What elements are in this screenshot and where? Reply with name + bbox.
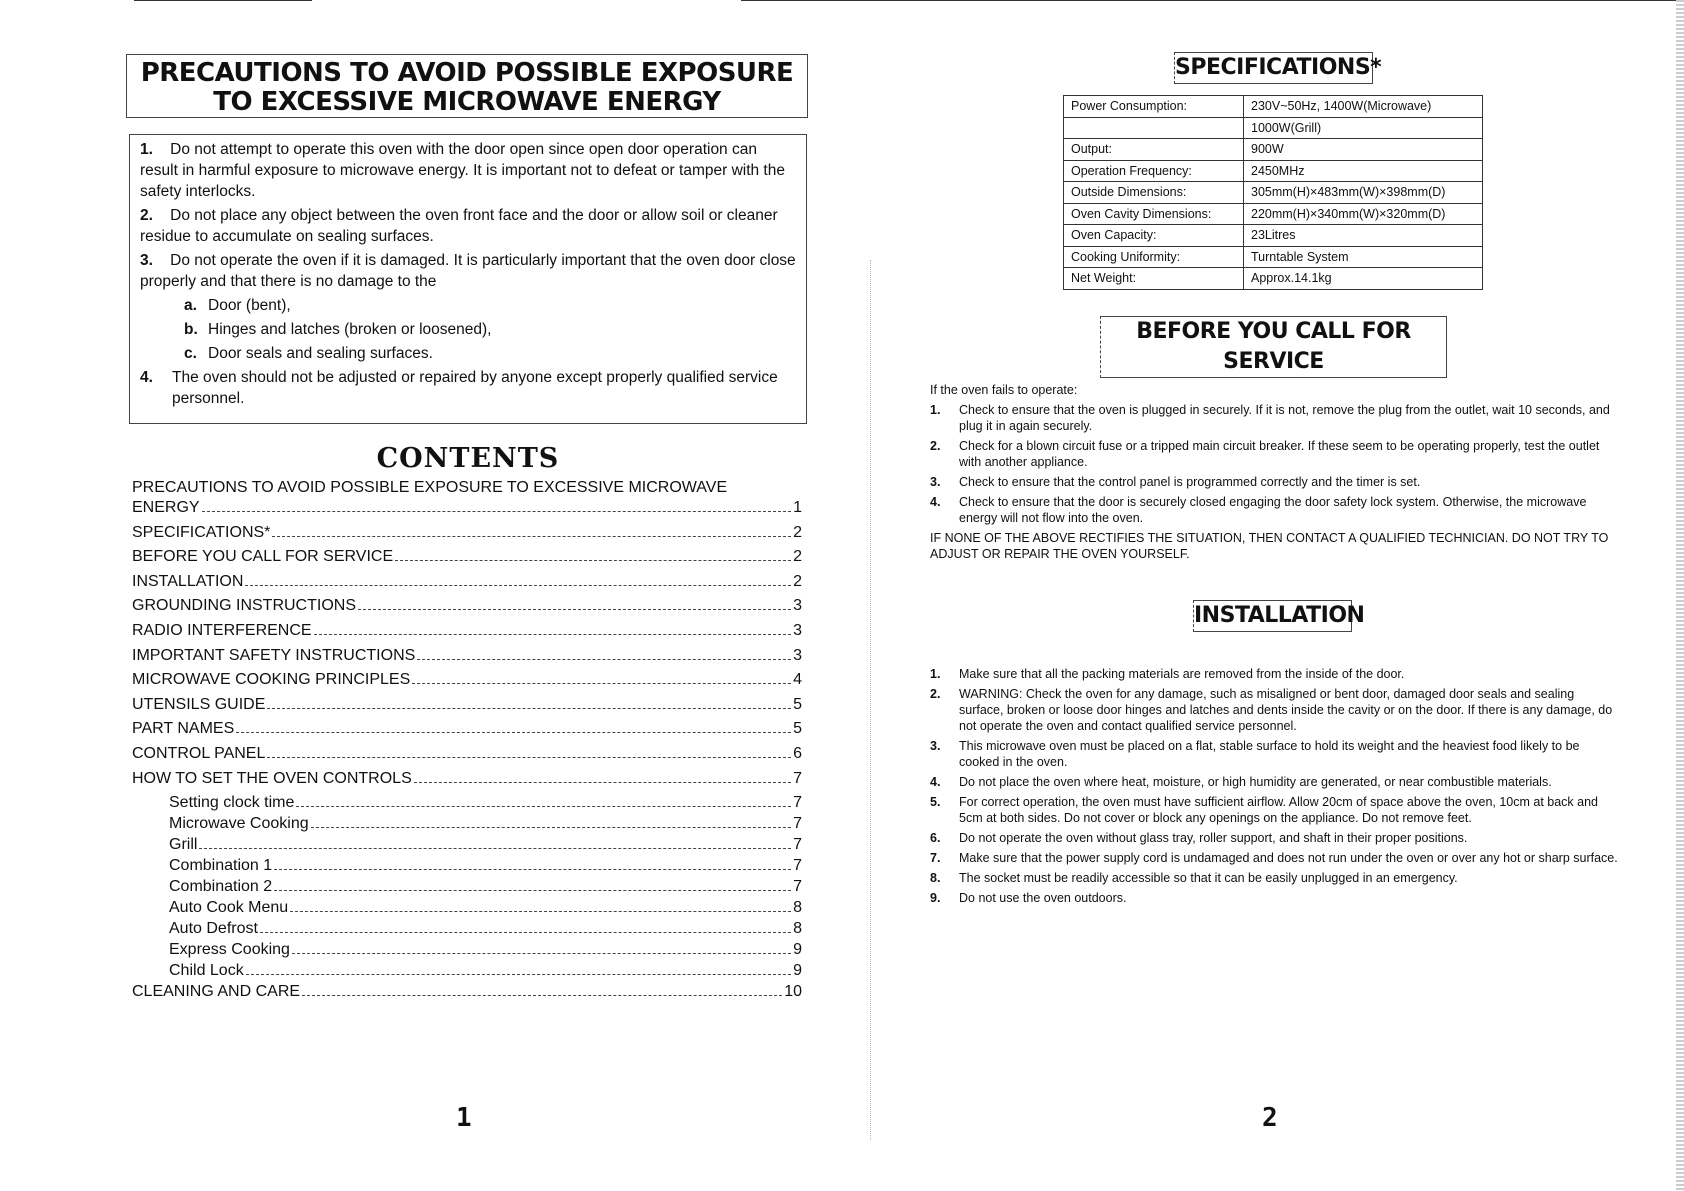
toc-entry — [132, 899, 802, 920]
spec-value: 220mm(H)×340mm(W)×320mm(D) — [1244, 203, 1483, 225]
spec-value: 230V~50Hz, 1400W(Microwave) — [1244, 96, 1483, 118]
toc-label: Child Lock — [169, 962, 244, 980]
item-text: Check to ensure that the oven is plugged in securely. If it is not, remove the plug from the outlet, wait 10 seconds, and plug it in again securely. — [959, 403, 1610, 433]
toc-leader — [417, 659, 791, 660]
page-fold — [870, 260, 871, 1140]
toc-leader — [296, 806, 791, 807]
toc-entry — [132, 836, 802, 857]
top-rule-right — [741, 0, 1684, 1]
toc-entry — [132, 794, 802, 815]
spec-value: 305mm(H)×483mm(W)×398mm(D) — [1244, 182, 1483, 204]
precaution-item — [140, 139, 796, 202]
toc-page: 5 — [793, 695, 802, 713]
precaution-item — [140, 295, 796, 316]
toc-page: 7 — [793, 836, 802, 854]
toc-page: 8 — [793, 920, 802, 938]
toc-entry — [132, 815, 802, 836]
spec-value: 2450MHz — [1244, 160, 1483, 182]
toc-leader — [202, 511, 792, 512]
toc-leader — [412, 683, 791, 684]
item-number: 2. — [140, 207, 153, 224]
toc-page: 3 — [793, 621, 802, 639]
spec-row — [1064, 117, 1483, 139]
toc-page: 3 — [793, 597, 802, 615]
item-number: 3. — [930, 739, 941, 753]
toc-page: 2 — [793, 523, 802, 541]
toc-leader — [260, 932, 791, 933]
toc-label: ENERGY — [132, 499, 200, 516]
toc-page: 7 — [793, 794, 802, 812]
precaution-item — [140, 319, 796, 340]
toc-label: Grill — [169, 836, 198, 854]
item-number: 7. — [930, 851, 941, 865]
toc-label: Combination 1 — [169, 857, 273, 875]
spec-label — [1064, 117, 1244, 139]
list-item — [930, 666, 1620, 682]
toc-first-line: PRECAUTIONS TO AVOID POSSIBLE EXPOSURE TO EXCESSIVE MICROWAVE — [132, 479, 728, 496]
list-item — [930, 794, 1620, 826]
spec-label: Operation Frequency: — [1064, 160, 1244, 182]
spec-row — [1064, 139, 1483, 161]
toc-page: 3 — [793, 646, 802, 664]
toc-label: GROUNDING INSTRUCTIONS — [132, 597, 356, 615]
spec-row — [1064, 225, 1483, 247]
toc-label: SPECIFICATIONS* — [132, 523, 271, 541]
list-item — [930, 494, 1620, 526]
item-text: Do not attempt to operate this oven with the door open since open door operation can result in harmful exposure to microwave energy. It is important not to defeat or tamper with the safety interlocks. — [140, 141, 785, 200]
item-number: 1. — [930, 667, 941, 681]
list-item — [930, 438, 1620, 470]
item-text: This microwave oven must be placed on a flat, stable surface to hold its weight and the heaviest food likely to be cooked in the oven. — [959, 739, 1580, 769]
toc-label: Setting clock time — [169, 794, 295, 812]
toc-leader — [290, 911, 791, 912]
toc-entry — [132, 857, 802, 878]
list-item — [930, 402, 1620, 434]
toc-page: 10 — [784, 983, 802, 1001]
toc-leader — [292, 953, 791, 954]
item-number: 9. — [930, 891, 941, 905]
toc-page: 5 — [793, 720, 802, 738]
spec-value: 23Litres — [1244, 225, 1483, 247]
toc-entry — [132, 499, 802, 524]
item-number: 8. — [930, 871, 941, 885]
toc-page: 9 — [793, 941, 802, 959]
toc-label: BEFORE YOU CALL FOR SERVICE — [132, 548, 394, 566]
toc-page: 2 — [793, 548, 802, 566]
precautions-list — [129, 134, 807, 424]
toc-label: Auto Defrost — [169, 920, 258, 938]
toc-leader — [395, 560, 791, 561]
toc-page: 6 — [793, 744, 802, 762]
toc-entry — [132, 597, 802, 622]
page-number-1: 1 — [456, 1103, 472, 1133]
page-edge — [1676, 0, 1684, 1191]
toc-label: RADIO INTERFERENCE — [132, 621, 312, 639]
item-number: c. — [184, 345, 197, 362]
list-item — [930, 686, 1620, 734]
toc-leader — [311, 827, 791, 828]
spec-label: Output: — [1064, 139, 1244, 161]
toc-label: Combination 2 — [169, 878, 273, 896]
toc-entry — [132, 920, 802, 941]
toc-entry — [132, 962, 802, 983]
spec-label: Cooking Uniformity: — [1064, 246, 1244, 268]
toc-entry — [132, 878, 802, 899]
item-text: Check to ensure that the door is securely closed engaging the door safety lock system. Otherwise, the microwave energy will not flow into the oven. — [959, 495, 1587, 525]
specifications-table — [1063, 95, 1483, 290]
toc-page: 7 — [793, 878, 802, 896]
item-text: Do not operate the oven without glass tray, roller support, and shaft in their proper positions. — [959, 831, 1468, 845]
toc-page: 7 — [793, 857, 802, 875]
item-number: 5. — [930, 795, 941, 809]
toc-leader — [314, 634, 792, 635]
toc-entry — [132, 524, 802, 549]
item-number: 4. — [930, 775, 941, 789]
service-note: IF NONE OF THE ABOVE RECTIFIES THE SITUATION, THEN CONTACT A QUALIFIED TECHNICIAN. DO NOT TRY TO ADJUST OR REPAIR THE OVEN YOURSELF. — [930, 531, 1609, 561]
spec-value: 900W — [1244, 139, 1483, 161]
toc-label: CONTROL PANEL — [132, 744, 266, 762]
item-text: The oven should not be adjusted or repaired by anyone except properly qualified service personnel. — [172, 369, 778, 407]
toc-page: 7 — [793, 815, 802, 833]
list-item — [930, 870, 1620, 886]
toc-leader — [272, 536, 791, 537]
toc-entry — [132, 745, 802, 770]
toc-entry — [132, 720, 802, 745]
toc-leader — [245, 585, 791, 586]
toc-entry — [132, 983, 802, 1008]
item-text: Check for a blown circuit fuse or a tripped main circuit breaker. If these seem to be operating properly, test the outlet with another appliance. — [959, 439, 1600, 469]
precaution-item — [140, 343, 796, 364]
spec-value: 1000W(Grill) — [1244, 117, 1483, 139]
list-item — [930, 850, 1620, 866]
toc-leader — [274, 869, 791, 870]
installation-heading: INSTALLATION — [1193, 600, 1352, 632]
toc-label: IMPORTANT SAFETY INSTRUCTIONS — [132, 646, 416, 664]
table-of-contents — [132, 477, 802, 1008]
item-number: 4. — [930, 495, 941, 509]
toc-page: 4 — [793, 671, 802, 689]
item-number: 1. — [930, 403, 941, 417]
spec-label: Outside Dimensions: — [1064, 182, 1244, 204]
toc-leader — [246, 974, 791, 975]
spec-row — [1064, 203, 1483, 225]
item-number: 3. — [140, 252, 153, 269]
specifications-heading: SPECIFICATIONS* — [1174, 52, 1373, 84]
toc-leader — [302, 995, 782, 996]
item-number: 2. — [930, 439, 941, 453]
installation-list — [930, 666, 1620, 910]
list-item — [930, 830, 1620, 846]
toc-page: 7 — [793, 769, 802, 787]
item-number: 2. — [930, 687, 941, 701]
spec-label: Oven Cavity Dimensions: — [1064, 203, 1244, 225]
toc-leader — [358, 609, 791, 610]
service-intro: If the oven fails to operate: — [930, 383, 1078, 397]
toc-entry — [132, 548, 802, 573]
toc-entry — [132, 647, 802, 672]
toc-leader — [274, 890, 791, 891]
item-text: WARNING: Check the oven for any damage, such as misaligned or bent door, damaged door seals and sealing surface, broken or loose door hinges and latches and dents inside the cavity or on the door. If there is any damage, do not operate the oven and contact qualified service personnel. — [959, 687, 1613, 733]
page-number-2: 2 — [1262, 1103, 1278, 1133]
item-text: For correct operation, the oven must have sufficient airflow. Allow 20cm of space above the oven, 10cm at back and 5cm at both sides. Do not cover or block any openings on the appliance. Do not remove feet. — [959, 795, 1599, 825]
toc-label: Express Cooking — [169, 941, 290, 959]
item-text: Do not place the oven where heat, moisture, or high humidity are generated, or near combustible materials. — [959, 775, 1552, 789]
toc-page: 8 — [793, 899, 802, 917]
service-heading: BEFORE YOU CALL FOR SERVICE — [1100, 316, 1447, 378]
top-rule-left — [134, 0, 312, 1]
item-text: Do not use the oven outdoors. — [959, 891, 1127, 905]
spec-row — [1064, 160, 1483, 182]
item-number: 4. — [140, 369, 153, 386]
item-text: Do not operate the oven if it is damaged. It is particularly important that the oven door close properly and that there is no damage to the — [140, 252, 796, 290]
toc-label: HOW TO SET THE OVEN CONTROLS — [132, 769, 412, 787]
item-text: Check to ensure that the control panel is programmed correctly and the timer is set. — [959, 475, 1421, 489]
contents-heading: CONTENTS — [376, 443, 560, 474]
toc-entry — [132, 622, 802, 647]
toc-label: INSTALLATION — [132, 572, 244, 590]
item-text: Hinges and latches (broken or loosened), — [208, 321, 492, 338]
precaution-item — [140, 367, 796, 409]
list-item — [930, 738, 1620, 770]
toc-entry — [132, 696, 802, 721]
spec-label: Net Weight: — [1064, 268, 1244, 290]
toc-leader — [199, 848, 791, 849]
item-text: The socket must be readily accessible so that it can be easily unplugged in an emergency. — [959, 871, 1458, 885]
list-item — [930, 890, 1620, 906]
spec-value: Turntable System — [1244, 246, 1483, 268]
toc-page: 9 — [793, 962, 802, 980]
item-number: 3. — [930, 475, 941, 489]
precautions-title: PRECAUTIONS TO AVOID POSSIBLE EXPOSURE TO EXCESSIVE MICROWAVE ENERGY — [126, 54, 808, 118]
toc-entry — [132, 573, 802, 598]
spec-row — [1064, 182, 1483, 204]
list-item — [930, 474, 1620, 490]
item-text: Door seals and sealing surfaces. — [208, 345, 433, 362]
toc-entry — [132, 941, 802, 962]
toc-page: 2 — [793, 572, 802, 590]
toc-entry — [132, 671, 802, 696]
toc-label: Auto Cook Menu — [169, 899, 289, 917]
toc-leader — [414, 782, 791, 783]
spec-label: Oven Capacity: — [1064, 225, 1244, 247]
item-text: Make sure that all the packing materials are removed from the inside of the door. — [959, 667, 1405, 681]
toc-page: 1 — [793, 499, 802, 516]
list-item — [930, 774, 1620, 790]
item-number: b. — [184, 321, 198, 338]
toc-leader — [236, 732, 791, 733]
toc-label: UTENSILS GUIDE — [132, 695, 266, 713]
toc-leader — [267, 708, 791, 709]
precaution-item — [140, 250, 796, 292]
spec-row — [1064, 268, 1483, 290]
toc-label: Microwave Cooking — [169, 815, 309, 833]
toc-leader — [267, 757, 791, 758]
spec-value: Approx.14.1kg — [1244, 268, 1483, 290]
toc-entry — [132, 770, 802, 795]
item-text: Do not place any object between the oven front face and the door or allow soil or cleaner residue to accumulate on sealing surfaces. — [140, 207, 778, 245]
service-section — [930, 382, 1620, 562]
item-text: Door (bent), — [208, 297, 291, 314]
item-number: 6. — [930, 831, 941, 845]
spec-row — [1064, 96, 1483, 118]
spec-row — [1064, 246, 1483, 268]
toc-label: CLEANING AND CARE — [132, 983, 301, 1001]
item-text: Make sure that the power supply cord is undamaged and does not run under the oven or over any hot or sharp surface. — [959, 851, 1618, 865]
toc-label: MICROWAVE COOKING PRINCIPLES — [132, 671, 411, 689]
toc-label: PART NAMES — [132, 720, 235, 738]
spec-label: Power Consumption: — [1064, 96, 1244, 118]
item-number: 1. — [140, 141, 153, 158]
precaution-item — [140, 205, 796, 247]
item-number: a. — [184, 297, 197, 314]
